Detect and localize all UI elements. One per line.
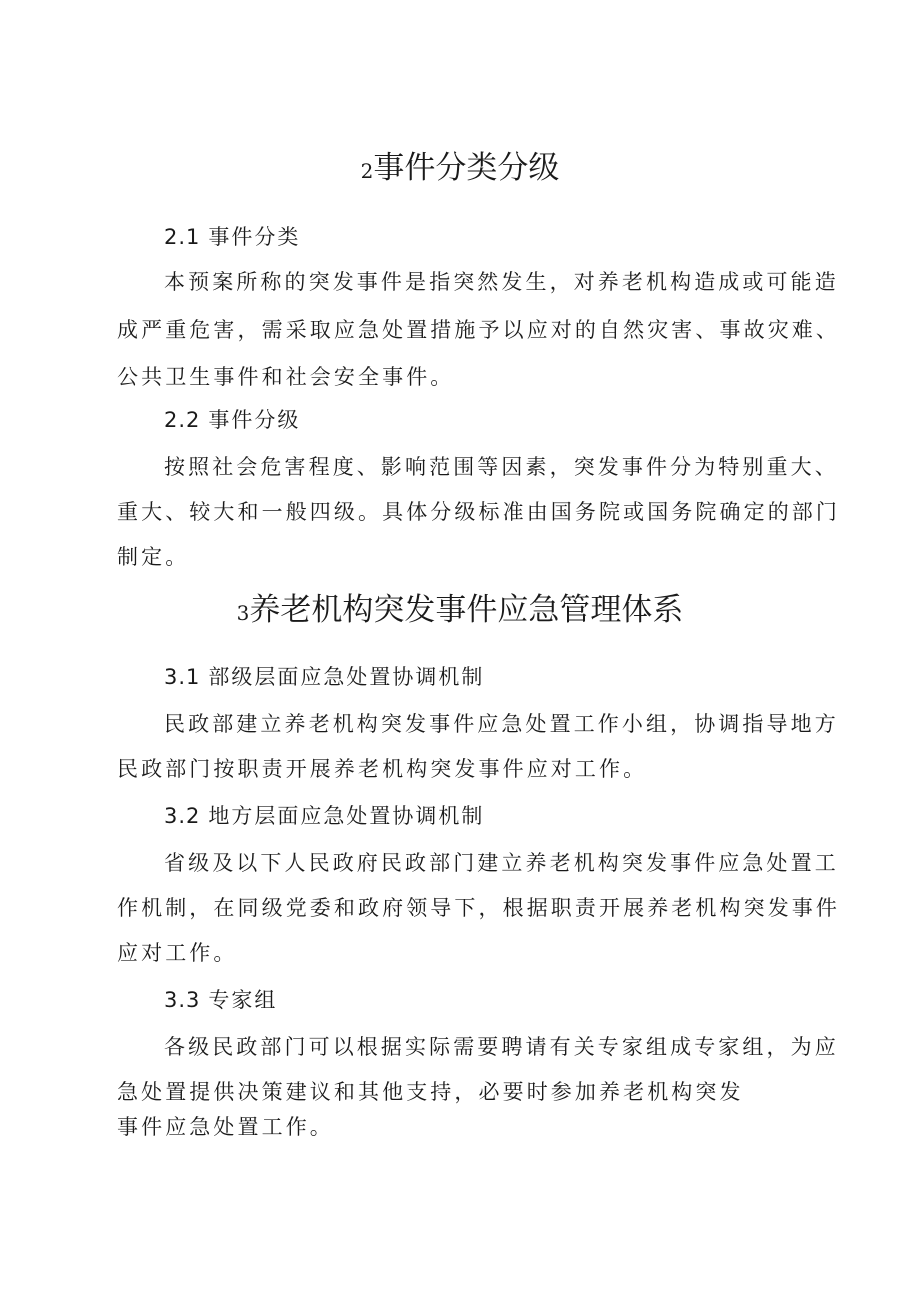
subsection-3-2-heading xyxy=(164,801,484,831)
paragraph-line: 应对工作。 xyxy=(117,941,238,965)
paragraph-line: 制定。 xyxy=(117,545,190,569)
subsection-2-2-number: 2.2 xyxy=(164,408,201,432)
paragraph-line: 重大、较大和一般四级。具体分级标准由国务院或国务院确定的部门 xyxy=(117,500,840,524)
subsection-3-1-number: 3.1 xyxy=(164,665,201,689)
subsection-2-1-heading xyxy=(164,222,300,252)
section-3-heading xyxy=(0,590,920,633)
subsection-3-2-number: 3.2 xyxy=(164,804,201,828)
subsection-3-3-heading xyxy=(164,985,277,1015)
paragraph-line: 公共卫生事件和社会安全事件。 xyxy=(117,365,455,389)
paragraph-line: 民政部门按职责开展养老机构突发事件应对工作。 xyxy=(117,757,648,781)
section-2-title: 事件分类分级 xyxy=(373,150,560,186)
subsection-2-2-heading xyxy=(164,405,300,435)
paragraph-line: 急处置提供决策建议和其他支持，必要时参加养老机构突发 xyxy=(117,1080,744,1104)
paragraph-line: 省级及以下人民政府民政部门建立养老机构突发事件应急处置工 xyxy=(164,851,839,875)
subsection-3-1-title: 部级层面应急处置协调机制 xyxy=(208,665,485,689)
paragraph-line: 本预案所称的突发事件是指突然发生，对养老机构造成或可能造 xyxy=(164,270,839,294)
paragraph-line: 按照社会危害程度、影响范围等因素，突发事件分为特别重大、 xyxy=(164,455,839,479)
paragraph-line: 作机制，在同级党委和政府领导下，根据职责开展养老机构突发事件 xyxy=(117,896,840,920)
paragraph-line: 民政部建立养老机构突发事件应急处置工作小组，协调指导地方 xyxy=(164,712,839,736)
subsection-3-3-title: 专家组 xyxy=(208,988,278,1012)
subsection-2-1-title: 事件分类 xyxy=(208,225,301,249)
subsection-3-1-heading xyxy=(164,662,484,692)
section-3-title: 养老机构突发事件应急管理体系 xyxy=(249,592,684,628)
section-2-heading xyxy=(0,148,920,191)
paragraph-line: 事件应急处置工作。 xyxy=(117,1115,334,1139)
subsection-3-2-title: 地方层面应急处置协调机制 xyxy=(208,804,485,828)
paragraph-line: 成严重危害，需采取应急处置措施予以应对的自然灾害、事故灾难、 xyxy=(117,318,840,342)
section-2-number: 2 xyxy=(360,159,374,183)
paragraph-line: 各级民政部门可以根据实际需要聘请有关专家组成专家组，为应 xyxy=(164,1035,839,1059)
section-3-number: 3 xyxy=(236,601,250,625)
subsection-2-2-title: 事件分级 xyxy=(208,408,301,432)
subsection-3-3-number: 3.3 xyxy=(164,988,201,1012)
subsection-2-1-number: 2.1 xyxy=(164,225,201,249)
